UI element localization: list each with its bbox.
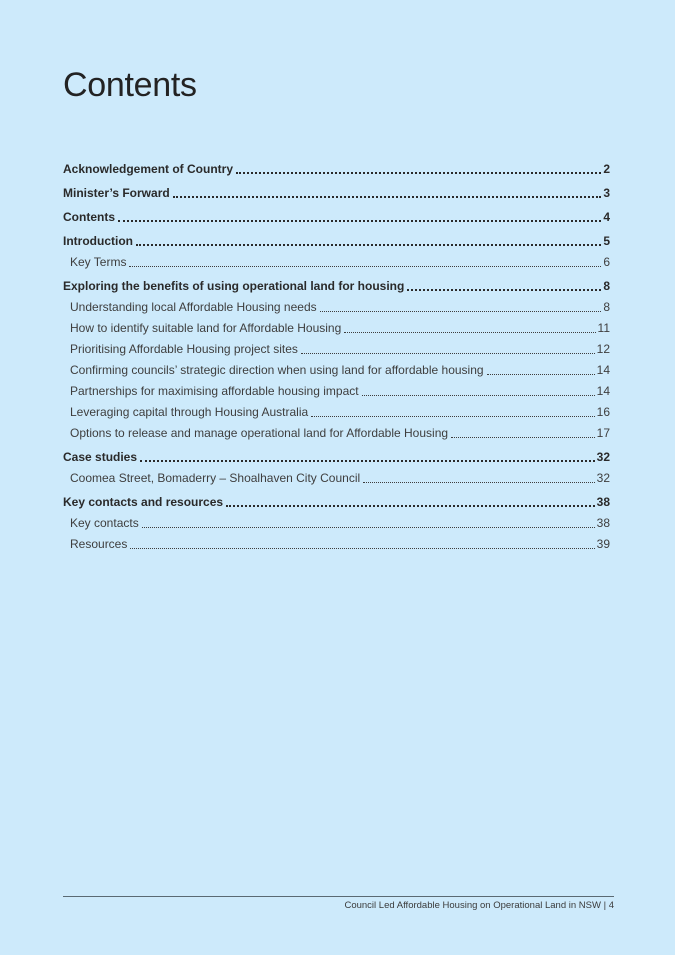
toc-leader-dots — [320, 311, 602, 312]
toc-entry-page: 11 — [597, 321, 610, 335]
toc-leader-dots — [301, 353, 595, 354]
toc-leader-dots — [142, 527, 595, 528]
toc-leader-dots — [129, 266, 601, 267]
toc-entry[interactable] — [63, 517, 610, 530]
toc-entry[interactable] — [63, 472, 610, 485]
footer-text: Council Led Affordable Housing on Operational Land in NSW | 4 — [344, 900, 614, 911]
toc-entry-page: 4 — [603, 210, 610, 224]
toc-entry-page: 38 — [596, 516, 610, 530]
page-footer — [63, 896, 614, 911]
toc-entry[interactable] — [63, 406, 610, 419]
toc-leader-dots — [363, 482, 594, 483]
toc-entry[interactable] — [63, 451, 610, 464]
toc-entry[interactable] — [63, 385, 610, 398]
toc-entry[interactable] — [63, 280, 610, 293]
toc-entry[interactable] — [63, 364, 610, 377]
toc-entry[interactable] — [63, 235, 610, 248]
toc-entry-page: 8 — [603, 279, 610, 293]
toc-entry-page: 32 — [596, 471, 610, 485]
toc-entry-page: 17 — [596, 426, 610, 440]
toc-entry-label: Options to release and manage operational land for Affordable Housing — [70, 426, 449, 440]
toc-leader-dots — [236, 172, 601, 174]
toc-entry-label: Prioritising Affordable Housing project sites — [70, 342, 298, 356]
toc-entry[interactable] — [63, 301, 610, 314]
toc-entry-label: Understanding local Affordable Housing needs — [70, 300, 317, 314]
toc-entry-label: How to identify suitable land for Affordable Housing — [70, 321, 342, 335]
toc-entry-page: 16 — [596, 405, 610, 419]
toc-entry[interactable] — [63, 322, 610, 335]
toc-entry-label: Leveraging capital through Housing Australia — [70, 405, 309, 419]
toc-entry-label: Minister’s Forward — [63, 186, 170, 200]
toc-leader-dots — [487, 374, 595, 375]
toc-entry-label: Contents — [63, 210, 115, 224]
toc-entry[interactable] — [63, 343, 610, 356]
toc-entry-page: 32 — [596, 450, 610, 464]
toc-entry-page: 3 — [603, 186, 610, 200]
toc-entry-label: Key contacts — [70, 516, 139, 530]
toc-leader-dots — [118, 220, 601, 222]
toc-leader-dots — [311, 416, 594, 417]
toc-entry-page: 14 — [596, 363, 610, 377]
toc-entry-page: 12 — [596, 342, 610, 356]
toc-entry-label: Case studies — [63, 450, 138, 464]
toc-entry-label: Key Terms — [70, 255, 127, 269]
toc-entry[interactable] — [63, 211, 610, 224]
toc-leader-dots — [140, 460, 595, 462]
page-title: Contents — [63, 66, 197, 104]
table-of-contents — [63, 163, 610, 551]
toc-entry[interactable] — [63, 256, 610, 269]
toc-leader-dots — [344, 332, 595, 333]
toc-entry-label: Introduction — [63, 234, 133, 248]
toc-entry[interactable] — [63, 496, 610, 509]
toc-entry-page: 2 — [603, 162, 610, 176]
toc-entry[interactable] — [63, 163, 610, 176]
toc-entry-label: Key contacts and resources — [63, 495, 224, 509]
toc-entry-page: 5 — [603, 234, 610, 248]
toc-entry-label: Exploring the benefits of using operational land for housing — [63, 279, 405, 293]
toc-entry-page: 8 — [603, 300, 610, 314]
toc-leader-dots — [226, 505, 595, 507]
toc-leader-dots — [362, 395, 595, 396]
toc-entry-page: 6 — [603, 255, 610, 269]
toc-entry-label: Coomea Street, Bomaderry – Shoalhaven City Council — [70, 471, 361, 485]
toc-entry-page: 39 — [596, 537, 610, 551]
toc-leader-dots — [407, 289, 601, 291]
toc-leader-dots — [136, 244, 601, 246]
toc-entry-page: 14 — [596, 384, 610, 398]
toc-leader-dots — [130, 548, 594, 549]
toc-entry-label: Resources — [70, 537, 128, 551]
toc-entry-label: Partnerships for maximising affordable housing impact — [70, 384, 359, 398]
toc-entry-label: Acknowledgement of Country — [63, 162, 234, 176]
toc-entry-label: Confirming councils’ strategic direction when using land for affordable housing — [70, 363, 484, 377]
toc-entry[interactable] — [63, 427, 610, 440]
toc-leader-dots — [173, 196, 602, 198]
toc-leader-dots — [451, 437, 595, 438]
toc-entry-page: 38 — [596, 495, 610, 509]
toc-entry[interactable] — [63, 187, 610, 200]
toc-entry[interactable] — [63, 538, 610, 551]
